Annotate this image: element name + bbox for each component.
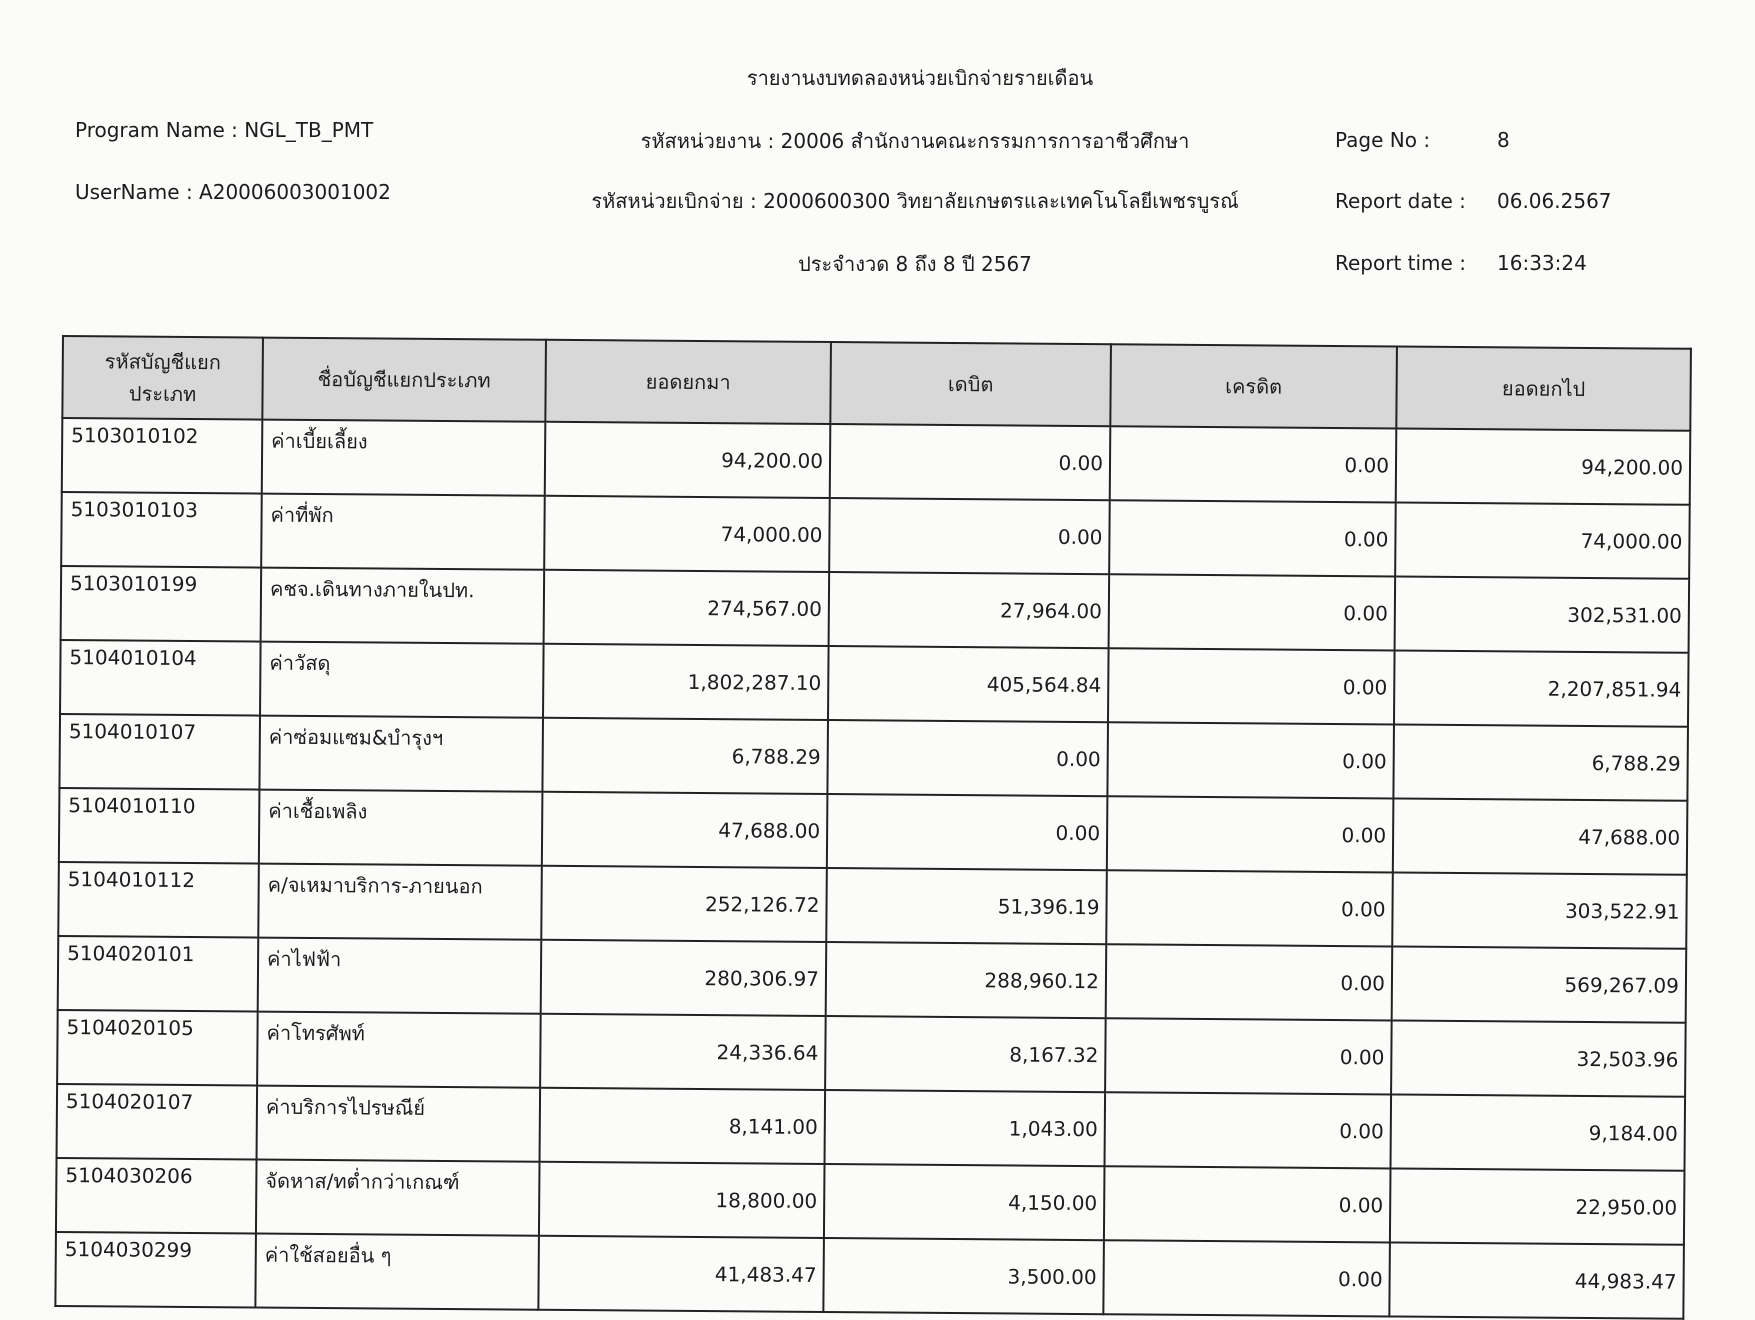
- account-code-cell: 5103010103: [61, 492, 262, 568]
- account-name-cell: ค่าบริการไปรษณีย์: [257, 1086, 541, 1162]
- carried-forward-cell: 9,184.00: [1390, 1094, 1685, 1170]
- credit-cell: 0.00: [1106, 870, 1393, 946]
- table-row: [57, 1084, 1686, 1171]
- carried-forward-cell: 74,000.00: [1395, 502, 1690, 578]
- brought-forward-cell: 280,306.97: [541, 940, 827, 1016]
- table-row: [62, 418, 1691, 505]
- debit-cell: 27,964.00: [829, 572, 1110, 648]
- account-code-cell: 5104030206: [56, 1158, 257, 1234]
- brought-forward-cell: 6,788.29: [542, 718, 828, 794]
- debit-cell: 4,150.00: [824, 1164, 1105, 1240]
- carried-forward-cell: 44,983.47: [1389, 1242, 1684, 1318]
- brought-forward-cell: 47,688.00: [542, 792, 828, 868]
- table-row: [61, 566, 1690, 653]
- header-account-name: ชื่อบัญชีแยกประเภท: [262, 338, 546, 422]
- debit-cell: 0.00: [829, 498, 1110, 574]
- debit-cell: 288,960.12: [826, 942, 1107, 1018]
- credit-cell: 0.00: [1105, 1092, 1392, 1168]
- account-name-cell: ค่าโทรศัพท์: [257, 1012, 541, 1088]
- brought-forward-cell: 74,000.00: [544, 496, 830, 572]
- report-time-label: Report time :: [1335, 251, 1466, 275]
- account-code-cell: 5104030299: [55, 1232, 256, 1308]
- user-name: UserName : A20006003001002: [75, 180, 391, 204]
- account-name-cell: ค่าซ่อมแซม&บำรุงฯ: [259, 716, 543, 792]
- account-name-cell: ค่าเชื้อเพลิง: [259, 790, 543, 866]
- table-row: [59, 714, 1688, 801]
- account-code-cell: 5104010104: [60, 640, 261, 716]
- brought-forward-cell: 8,141.00: [540, 1088, 826, 1164]
- account-code-cell: 5104020105: [57, 1010, 258, 1086]
- credit-cell: 0.00: [1104, 1166, 1391, 1242]
- account-name-cell: คชจ.เดินทางภายในปท.: [261, 568, 545, 644]
- brought-forward-cell: 18,800.00: [539, 1162, 825, 1238]
- agency-code: รหัสหน่วยงาน : 20006 สำนักงานคณะกรรมการการอาชีวศึกษา: [640, 129, 1190, 153]
- page-no-label: Page No :: [1335, 128, 1431, 152]
- credit-cell: 0.00: [1106, 944, 1393, 1020]
- table-header-row: [62, 336, 1691, 431]
- table-row: [55, 1232, 1684, 1319]
- account-code-cell: 5104010112: [58, 862, 259, 938]
- program-name: Program Name : NGL_TB_PMT: [75, 118, 374, 142]
- carried-forward-cell: 303,522.91: [1392, 872, 1687, 948]
- carried-forward-cell: 22,950.00: [1390, 1168, 1685, 1244]
- table-row: [58, 936, 1687, 1023]
- table-row: [58, 862, 1687, 949]
- debit-cell: 0.00: [827, 720, 1108, 796]
- table-row: [56, 1158, 1685, 1245]
- debit-cell: 3,500.00: [823, 1238, 1104, 1314]
- table-row: [57, 1010, 1686, 1097]
- credit-cell: 0.00: [1109, 500, 1396, 576]
- carried-forward-cell: 569,267.09: [1392, 946, 1687, 1022]
- credit-cell: 0.00: [1108, 648, 1395, 724]
- brought-forward-cell: 274,567.00: [544, 570, 830, 646]
- report-date-label: Report date :: [1335, 189, 1466, 213]
- account-name-cell: ค่าวัสดุ: [260, 642, 544, 718]
- debit-cell: 0.00: [827, 794, 1108, 870]
- carried-forward-cell: 2,207,851.94: [1394, 650, 1689, 726]
- debit-cell: 405,564.84: [828, 646, 1109, 722]
- brought-forward-cell: 94,200.00: [545, 422, 831, 498]
- report-title: รายงานงบทดลองหน่วยเบิกจ่ายรายเดือน: [746, 66, 1094, 90]
- account-code-cell: 5103010102: [62, 418, 263, 494]
- header-debit: เดบิต: [830, 342, 1111, 426]
- carried-forward-cell: 302,531.00: [1395, 576, 1690, 652]
- debit-cell: 51,396.19: [826, 868, 1107, 944]
- brought-forward-cell: 41,483.47: [538, 1236, 824, 1312]
- account-code-cell: 5104020101: [58, 936, 259, 1012]
- debit-cell: 8,167.32: [825, 1016, 1106, 1092]
- header-carried-forward: ยอดยกไป: [1396, 346, 1691, 430]
- disbursing-unit: รหัสหน่วยเบิกจ่าย : 2000600300 วิทยาลัยเกษตรและเทคโนโลยีเพชรบูรณ์: [591, 189, 1239, 213]
- trial-balance-table: [54, 335, 1692, 1320]
- account-name-cell: ค/จเหมาบริการ-ภายนอก: [258, 864, 542, 940]
- credit-cell: 0.00: [1105, 1018, 1392, 1094]
- account-code-cell: 5103010199: [61, 566, 262, 642]
- header-brought-forward: ยอดยกมา: [545, 340, 831, 424]
- carried-forward-cell: 47,688.00: [1393, 798, 1688, 874]
- carried-forward-cell: 32,503.96: [1391, 1020, 1686, 1096]
- credit-cell: 0.00: [1107, 722, 1394, 798]
- account-name-cell: ค่าใช้สอยอื่น ๆ: [255, 1234, 539, 1310]
- brought-forward-cell: 24,336.64: [540, 1014, 826, 1090]
- account-name-cell: จัดหาส/ทต่ำกว่าเกณฑ์: [256, 1160, 540, 1236]
- account-code-cell: 5104010110: [59, 788, 260, 864]
- brought-forward-cell: 252,126.72: [541, 866, 827, 942]
- credit-cell: 0.00: [1107, 796, 1394, 872]
- carried-forward-cell: 6,788.29: [1393, 724, 1688, 800]
- report-time-value: 16:33:24: [1497, 251, 1587, 275]
- page-no-value: 8: [1497, 128, 1510, 152]
- credit-cell: 0.00: [1109, 574, 1396, 650]
- table-row: [59, 788, 1688, 875]
- debit-cell: 1,043.00: [825, 1090, 1106, 1166]
- debit-cell: 0.00: [830, 424, 1111, 500]
- table-row: [61, 492, 1690, 579]
- report-period: ประจำงวด 8 ถึง 8 ปี 2567: [798, 252, 1032, 276]
- credit-cell: 0.00: [1103, 1240, 1390, 1316]
- header-credit: เครดิต: [1110, 344, 1397, 428]
- table-row: [60, 640, 1689, 727]
- trial-balance-table-wrap: [56, 335, 1690, 1294]
- brought-forward-cell: 1,802,287.10: [543, 644, 829, 720]
- account-code-cell: 5104010107: [59, 714, 260, 790]
- credit-cell: 0.00: [1110, 426, 1397, 502]
- account-name-cell: ค่าไฟฟ้า: [258, 938, 542, 1014]
- account-name-cell: ค่าเบี้ยเลี้ยง: [262, 420, 546, 496]
- carried-forward-cell: 94,200.00: [1396, 428, 1691, 504]
- account-code-cell: 5104020107: [57, 1084, 258, 1160]
- report-date-value: 06.06.2567: [1497, 189, 1612, 213]
- account-name-cell: ค่าที่พัก: [261, 494, 545, 570]
- header-account-code: รหัสบัญชีแยกประเภท: [62, 336, 263, 420]
